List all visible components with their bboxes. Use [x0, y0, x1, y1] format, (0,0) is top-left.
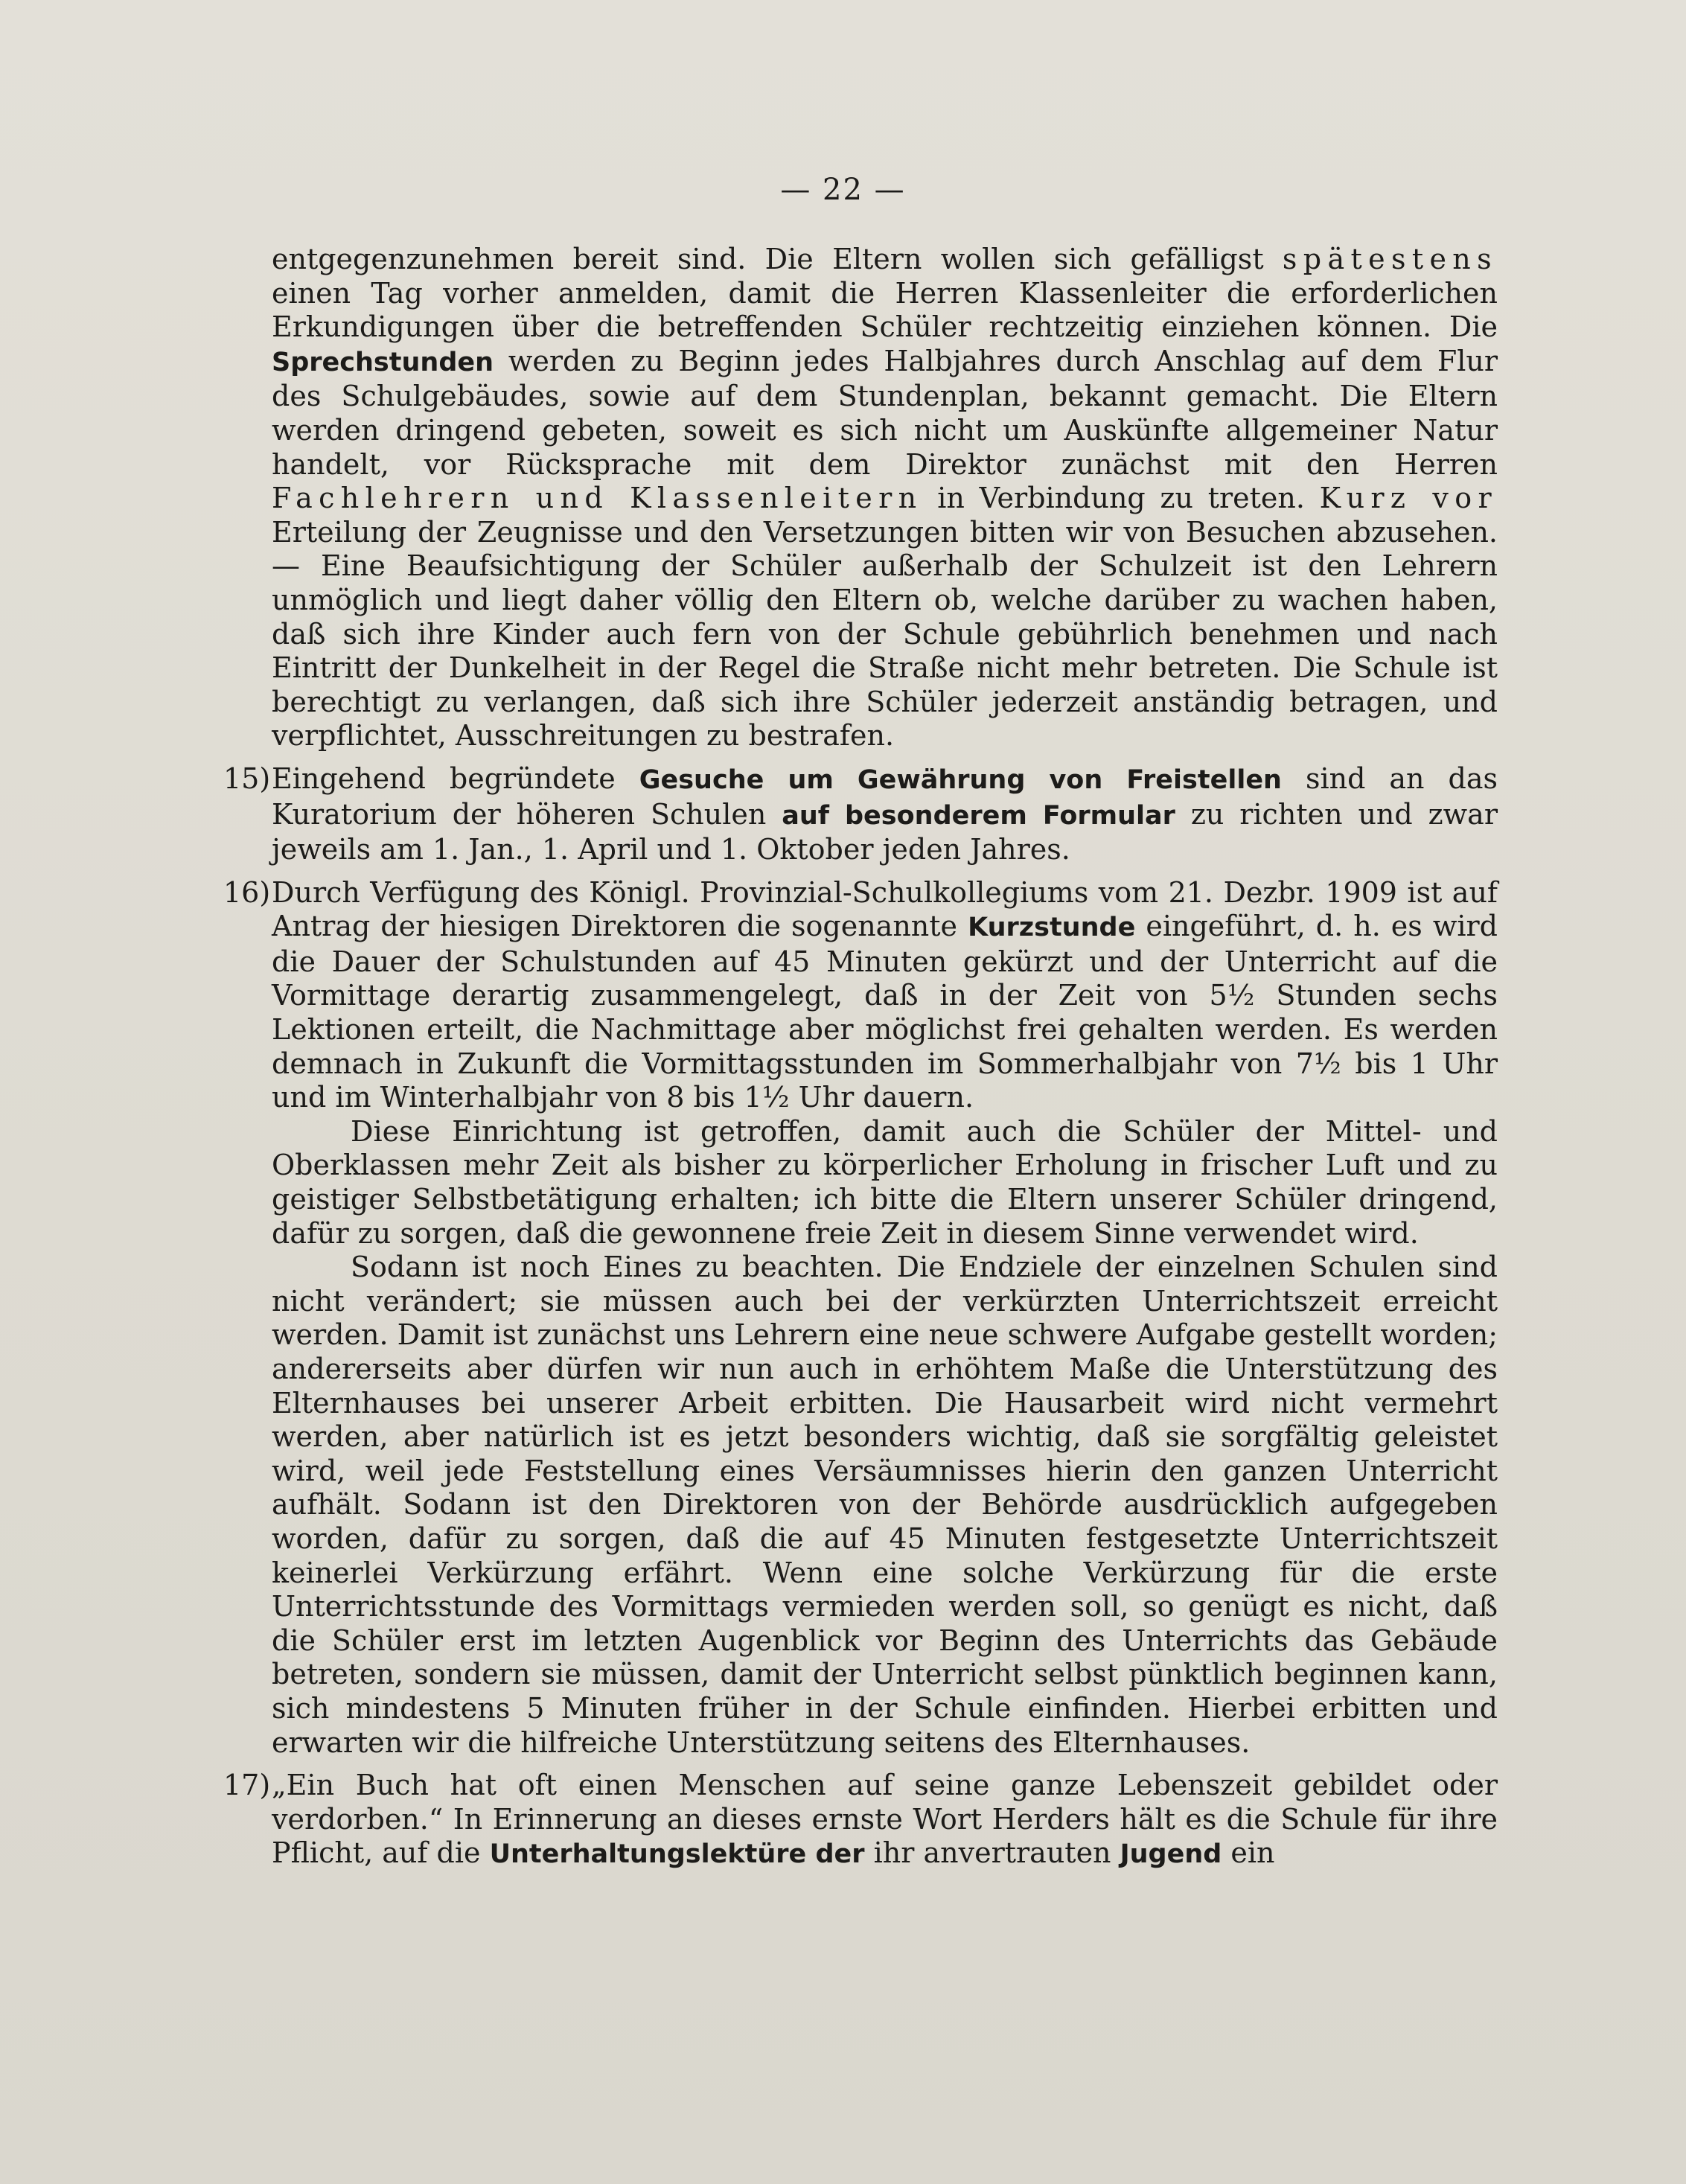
bold-term-sprechstunden: Sprechstunden [272, 347, 494, 377]
numbered-item-16 [223, 876, 1498, 1760]
item-text: „Ein Buch hat oft einen Menschen auf seine ganze Lebenszeit gebildet oder verdorben.“ In Erinnerung an dieses ernste Wort Herders hält es die Schule für ihre Pflicht, auf die Unterhaltungslektüre der ihr anvertrauten Jugend ein [272, 1769, 1498, 1870]
item-number: 17) [223, 1769, 271, 1802]
item-text: Durch Verfügung des Königl. Provinzial-Schulkollegiums vom 21. Dezbr. 1909 ist auf Antrag der hiesigen Direktoren die sogenannte Kurzstunde eingeführt, d. h. es wird die Dauer der Schulstunden auf 45 Minuten gekürzt und der Unterricht auf die Vormittage derartig zusammengelegt, daß in der Zeit von 5½ Stunden sechs Lektionen erteilt, die Nachmittage aber möglichst frei gehalten werden. Es werden demnach in Zukunft die Vormittagsstunden im Sommerhalbjahr von 7½ bis 1 Uhr und im Winterhalbjahr von 8 bis 1½ Uhr dauern. [272, 875, 1498, 1114]
page-number: — 22 — [780, 173, 906, 207]
numbered-item-17 [223, 1769, 1498, 1872]
spaced-emphasis: Fachlehrern und Klassenleitern [272, 482, 923, 515]
item-16-paragraph-3: Sodann ist noch Eines zu beachten. Die Endziele der einzelnen Schulen sind nicht verändert; sie müssen auch bei der verkürzten Unterrichtszeit erreicht werden. Damit ist zunächst uns Lehrern eine neue schwere Aufgabe gestellt worden; andererseits aber dürfen wir nun auch in erhöhtem Maße die Unterstützung des Elternhauses bei unserer Arbeit erbitten. Die Hausarbeit wird nicht vermehrt werden, aber natürlich ist es jetzt besonders wichtig, daß sie sorgfältig geleistet wird, weil jede Feststellung eines Versäumnisses hierin den ganzen Unterricht aufhält. Sodann ist den Direktoren von der Behörde ausdrücklich aufgegeben worden, dafür zu sorgen, daß die auf 45 Minuten festgesetzte Unterrichtszeit keinerlei Verkürzung erfährt. Wenn eine solche Verkürzung für die erste Unterrichtsstunde des Vormittags vermieden werden soll, so genügt es nicht, daß die Schüler erst im letzten Augenblick vor Beginn des Unterrichts das Gebäude betreten, sondern sie müssen, damit der Unterricht selbst pünktlich beginnen kann, sich mindestens 5 Minuten früher in der Schule einfinden. Hierbei erbitten und erwarten wir die hilfreiche Unterstützung seitens des Elternhauses. [272, 1251, 1498, 1759]
numbered-item-15 [223, 762, 1498, 867]
item-16-paragraph-2: Diese Einrichtung ist getroffen, damit auch die Schüler der Mittel- und Oberklassen mehr Zeit als bisher zu körperlicher Erholung in frischer Luft und zu geistiger Selbstbetätigung erhalten; ich bitte die Eltern unserer Schüler dringend, dafür zu sorgen, daß die gewonnene freie Zeit in diesem Sinne verwendet wird. [272, 1114, 1498, 1250]
item-number: 15) [223, 761, 271, 795]
body-text [223, 243, 1498, 1872]
bold-term-formular: auf besonderem Formular [782, 800, 1175, 831]
item-number: 16) [223, 875, 271, 909]
bold-term-kurzstunde: Kurzstunde [968, 913, 1136, 943]
paragraph-14-continuation: entgegenzunehmen bereit sind. Die Eltern wollen sich gefälligst spätestens einen Tag vorher anmelden, damit die Herren Klassenleiter die erforderlichen Erkundigungen über die betreffenden Schüler rechtzeitig einziehen können. Die Sprechstunden werden zu Beginn jedes Halbjahres durch Anschlag auf dem Flur des Schulgebäudes, sowie auf dem Stundenplan, bekannt gemacht. Die Eltern werden dringend gebeten, soweit es sich nicht um Auskünfte allgemeiner Natur handelt, vor Rücksprache mit dem Direktor zunächst mit den Herren Fachlehrern und Klassenleitern in Verbindung zu treten. Kurz vor Erteilung der Zeugnisse und den Versetzungen bitten wir von Besuchen abzusehen. — Eine Beaufsichtigung der Schüler außerhalb der Schulzeit ist den Lehrern unmöglich und liegt daher völlig den Eltern ob, welche darüber zu wachen haben, daß sich ihre Kinder auch fern von der Schule gebührlich benehmen und nach Eintritt der Dunkelheit in der Regel die Straße nicht mehr betreten. Die Schule ist berechtigt zu verlangen, daß sich ihre Schüler jederzeit anständig betragen, und verpflichtet, Ausschreitungen zu bestrafen. [272, 243, 1498, 753]
spaced-emphasis: Kurz vor [1319, 482, 1498, 515]
bold-term-jugend: Jugend [1120, 1839, 1222, 1870]
bold-term-unterhaltungslektuere: Unterhaltungslektüre der [489, 1839, 865, 1870]
spaced-emphasis: spätestens [1282, 243, 1498, 275]
item-text: Eingehend begründete Gesuche um Gewährung von Freistellen sind an das Kuratorium der höheren Schulen auf besonderem Formular zu richten und zwar jeweils am 1. Jan., 1. April und 1. Oktober jeden Jahres. [272, 761, 1498, 866]
bold-term-freistellen: Gesuche um Gewährung von Freistellen [639, 764, 1282, 795]
